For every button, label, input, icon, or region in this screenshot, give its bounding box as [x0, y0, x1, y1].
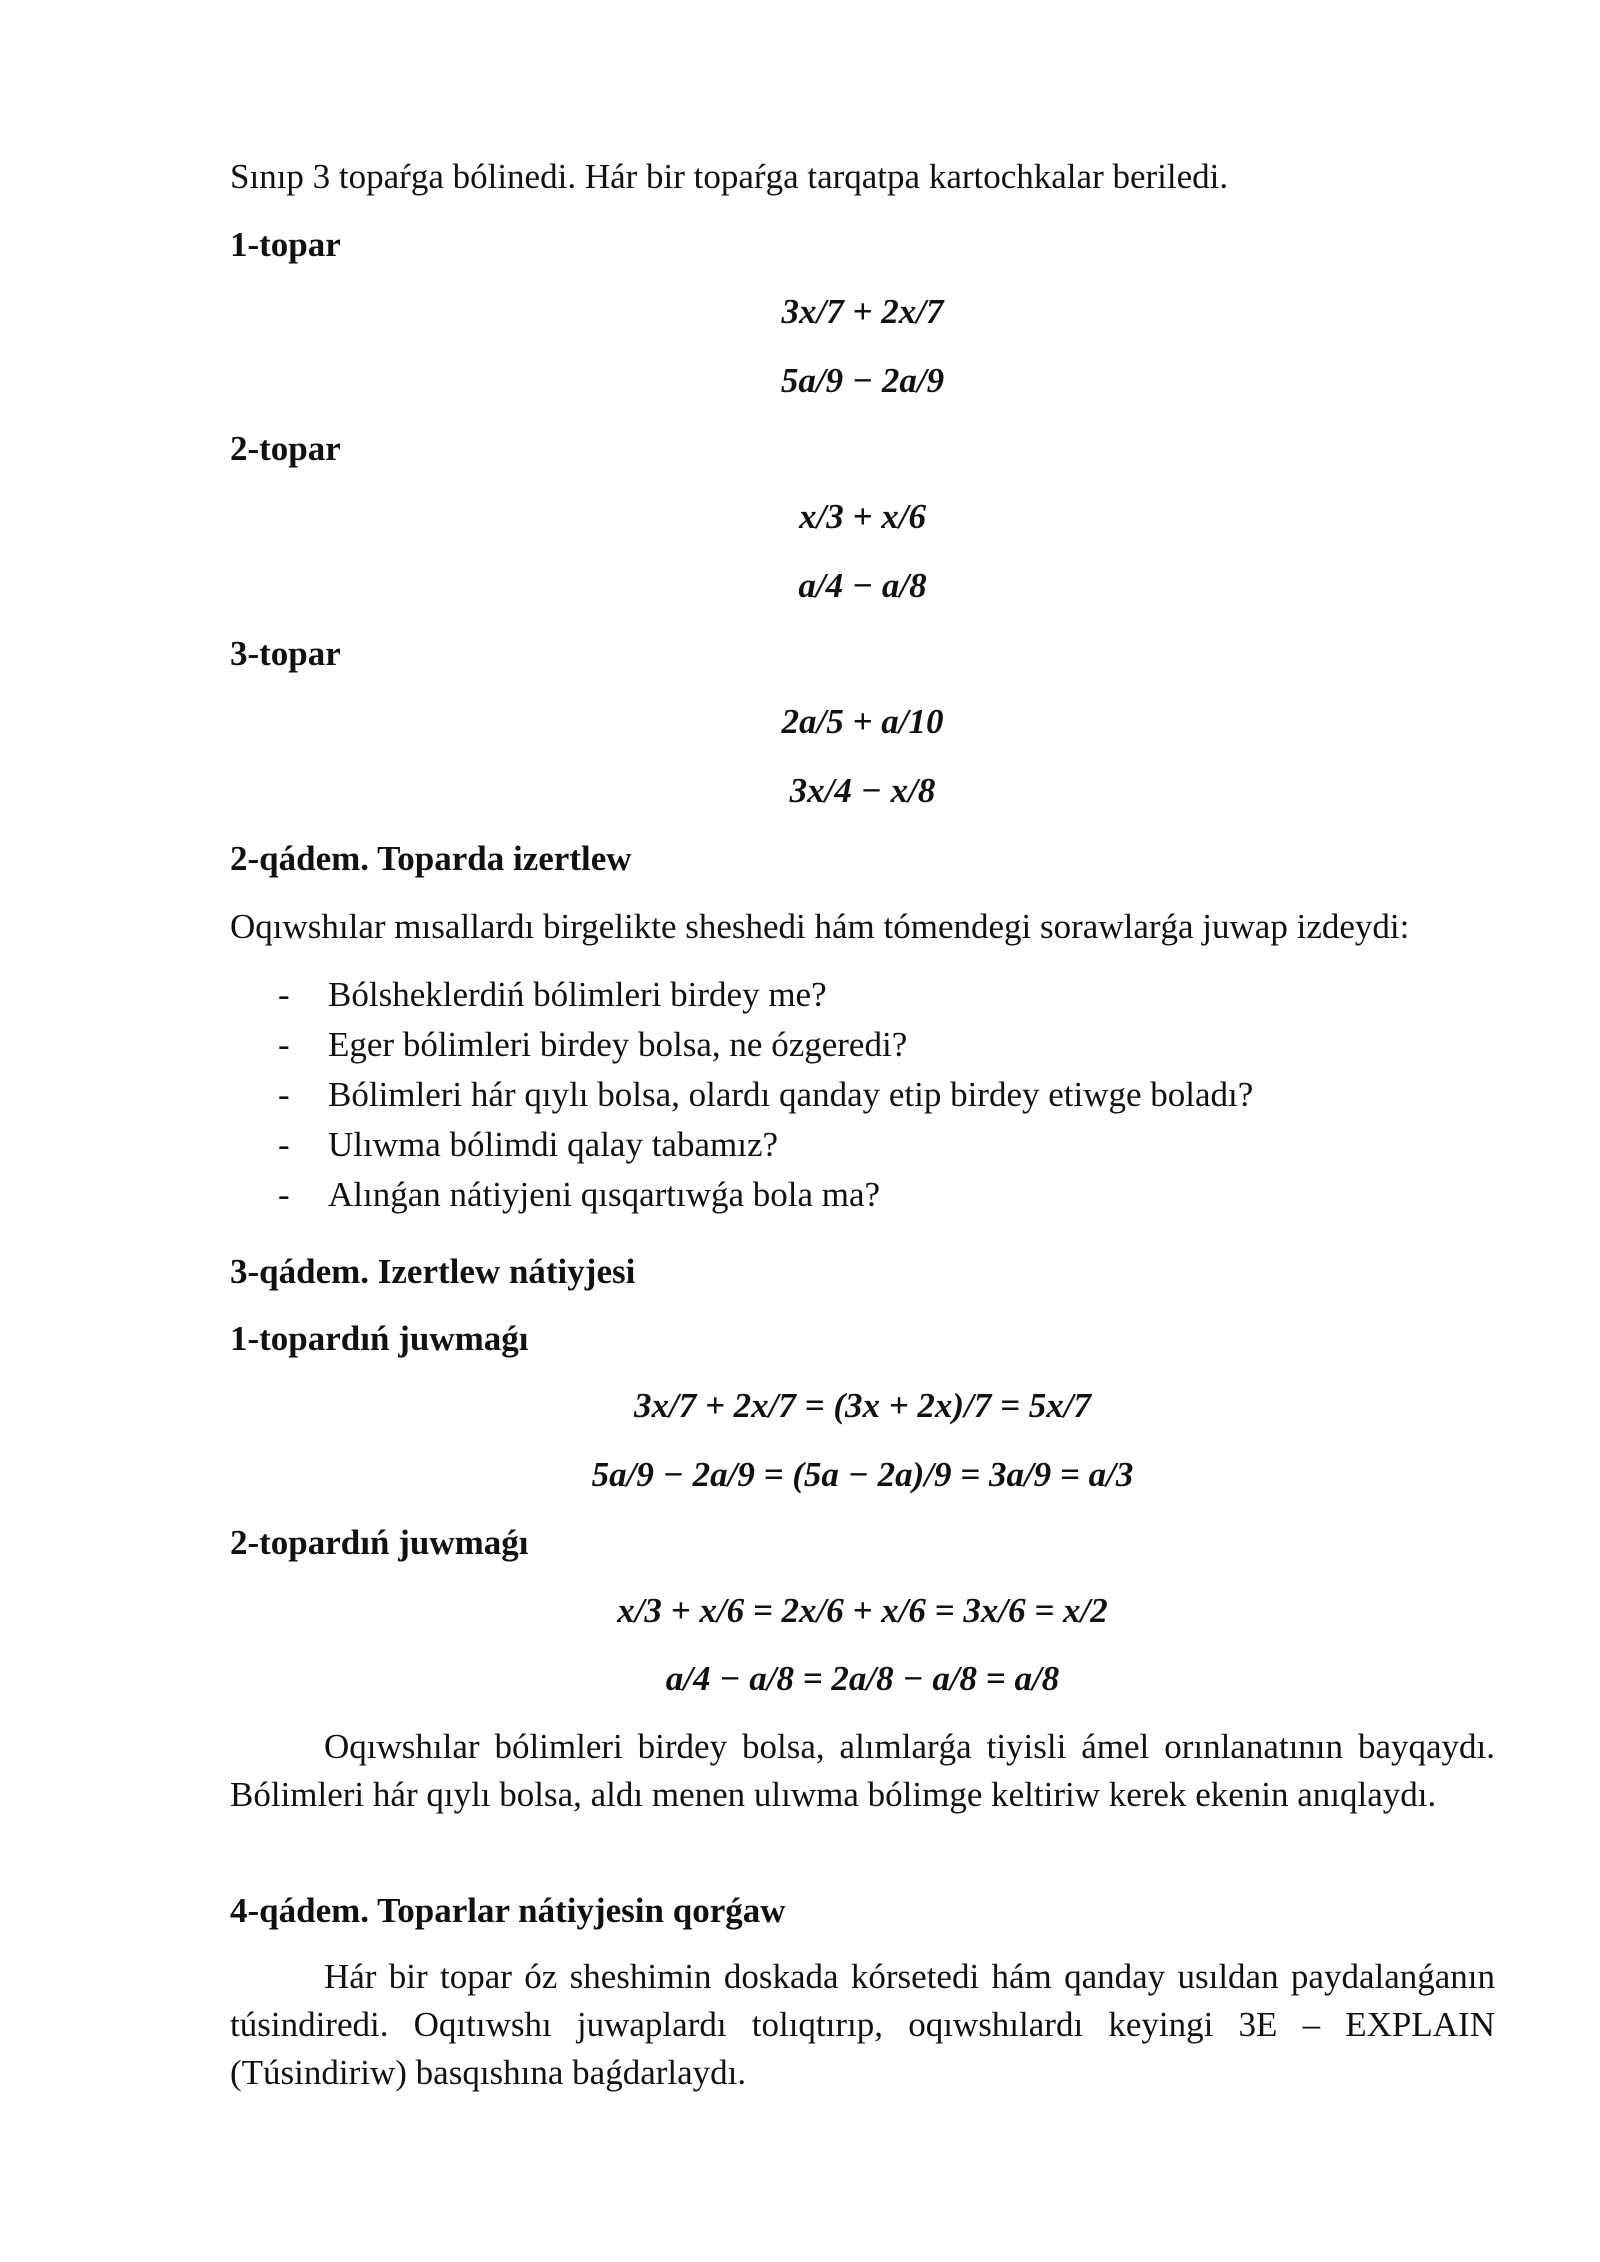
question-text: Bólimleri hár qıylı bolsa, olardı qanday etip birdey etiwge boladı?	[328, 1075, 1254, 1114]
group-1-formula-2: 5a/9 − 2a/9	[780, 361, 945, 400]
group-3-formula-1: 2a/5 + a/10	[781, 702, 944, 741]
step-4-heading: 4-qádem. Toparlar nátiyjesin qorǵaw	[230, 1891, 786, 1930]
question-text: Bólsheklerdiń bólimleri birdey me?	[328, 975, 827, 1014]
answer-2-formula-1: x/3 + x/6 = 2x/6 + x/6 = 3x/6 = x/2	[617, 1591, 1108, 1630]
question-text: Eger bólimleri birdey bolsa, ne ózgeredi?	[328, 1025, 908, 1064]
group-3-formula-2: 3x/4 − x/8	[789, 771, 936, 810]
answer-1-label: 1-topardıń juwmaǵı	[230, 1319, 529, 1358]
question-text: Ulıwma bólimdi qalay tabamız?	[328, 1125, 779, 1164]
question-item	[278, 1070, 1253, 1120]
step-3-heading: 3-qádem. Izertlew nátiyjesi	[230, 1252, 636, 1291]
step-4-text: Hár bir topar óz sheshimin doskada kórsetedi hám qanday usıldan paydalanǵanın túsindiredi. Oqıtıwshı juwaplardı tolıqtırıp, oqıwshılardı keyingi 3E – EXPLAIN (Túsindiriw) basqıshına baǵdarlaydı.	[230, 1957, 1495, 2092]
intro-text: Sınıp 3 topaŕga bólinedi. Hár bir topaŕga tarqatpa kartochkalar beriledi.	[230, 157, 1229, 196]
step-2-text: Oqıwshılar mısallardı birgelikte sheshedi hám tómendegi sorawlarǵa juwap izdeydi:	[230, 907, 1410, 946]
group-2-formula-2: a/4 − a/8	[798, 566, 927, 605]
question-item	[278, 1020, 907, 1070]
answer-2-formula-2: a/4 − a/8 = 2a/8 − a/8 = a/8	[665, 1659, 1060, 1698]
bullet-dash: -	[278, 1125, 290, 1164]
bullet-dash: -	[278, 1075, 290, 1114]
answer-2-label: 2-topardıń juwmaǵı	[230, 1523, 529, 1562]
group-2-formula-1: x/3 + x/6	[799, 497, 926, 536]
bullet-dash: -	[278, 1025, 290, 1064]
question-item	[278, 1170, 880, 1220]
bullet-dash: -	[278, 1175, 290, 1214]
step-2-heading: 2-qádem. Toparda izertlew	[230, 839, 632, 878]
group-1-formula-1: 3x/7 + 2x/7	[781, 292, 944, 331]
question-item	[278, 1120, 778, 1170]
group-3-label: 3-topar	[230, 634, 341, 673]
answer-1-formula-1: 3x/7 + 2x/7 = (3x + 2x)/7 = 5x/7	[634, 1386, 1091, 1425]
question-text: Alınǵan nátiyjeni qısqartıwǵa bola ma?	[328, 1175, 881, 1214]
group-1-label: 1-topar	[230, 225, 341, 264]
group-2-label: 2-topar	[230, 429, 341, 468]
answer-1-formula-2: 5a/9 − 2a/9 = (5a − 2a)/9 = 3a/9 = a/3	[591, 1455, 1134, 1494]
question-item	[278, 970, 827, 1020]
step-3-conclusion: Oqıwshılar bólimleri birdey bolsa, alımlarǵa tiyisli ámel orınlanatının bayqaydı. Bólimleri hár qıylı bolsa, aldı menen ulıwma bólimge keltiriw kerek ekenin anıqlaydı.	[230, 1727, 1495, 1814]
bullet-dash: -	[278, 975, 290, 1014]
